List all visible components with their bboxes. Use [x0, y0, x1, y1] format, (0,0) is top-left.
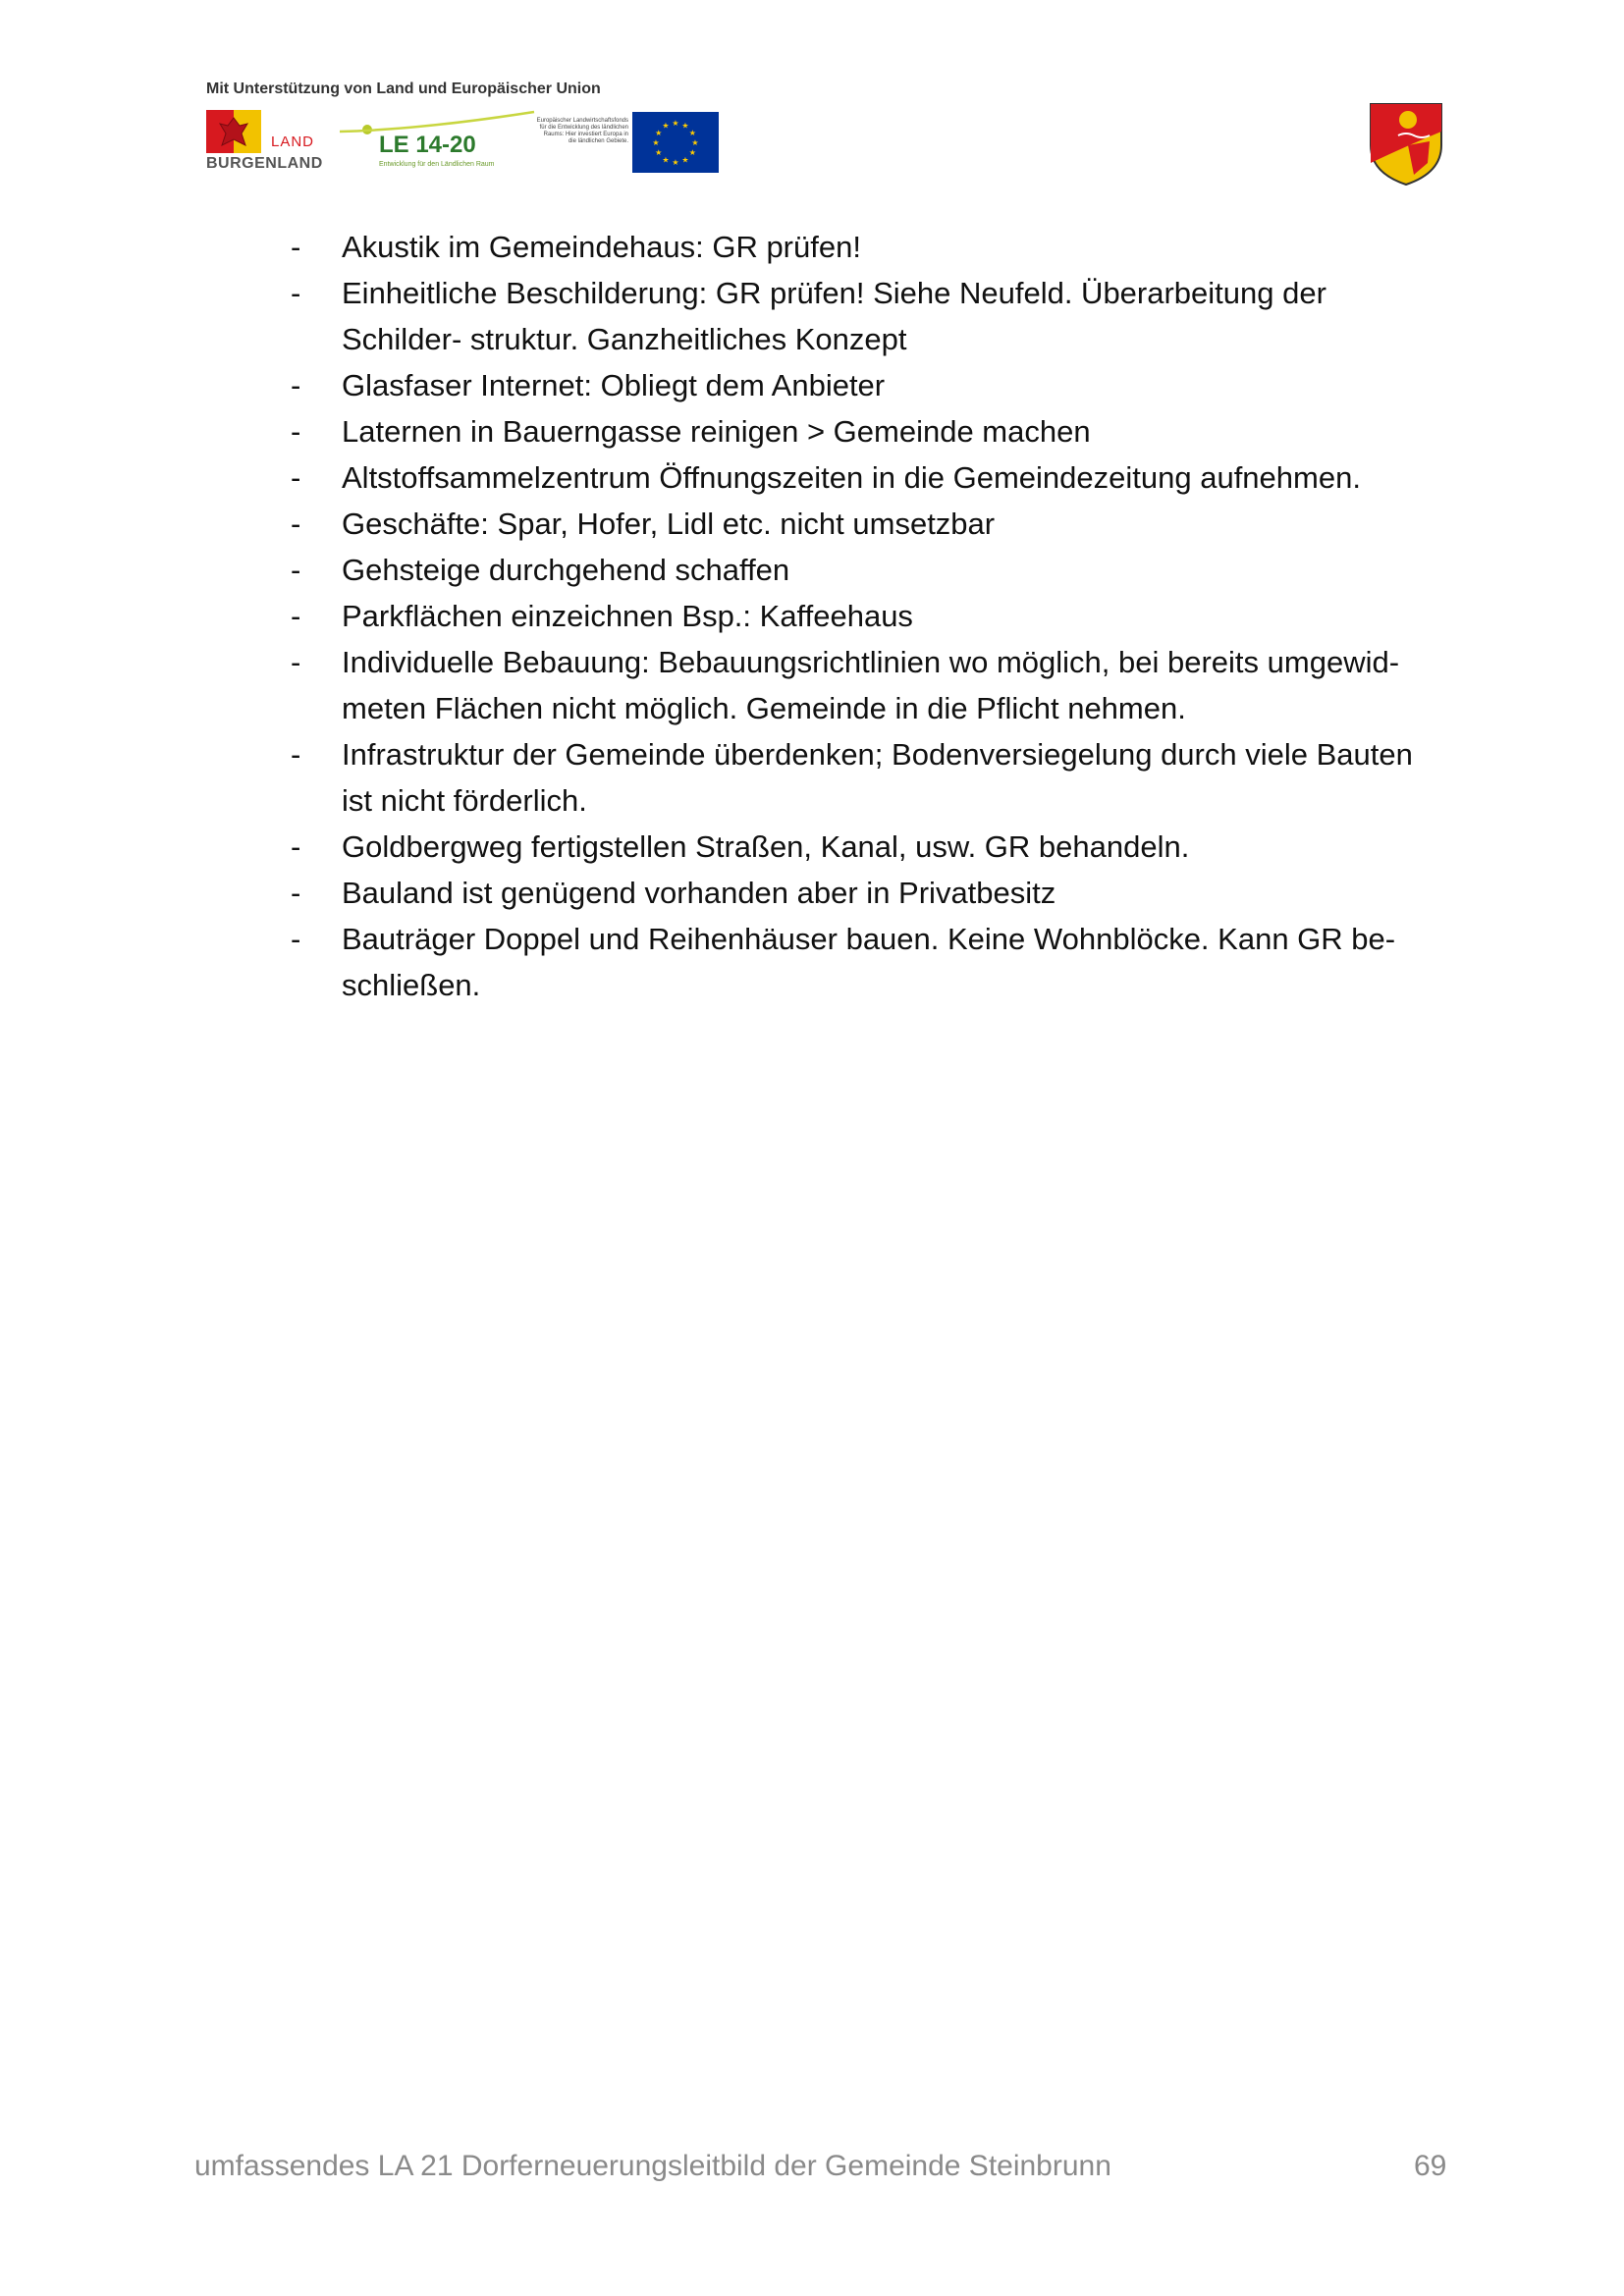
- support-text: Mit Unterstützung von Land und Europäischer Union: [206, 80, 601, 97]
- burgenland-land-label: LAND: [271, 133, 315, 150]
- funding-logos: [206, 106, 717, 177]
- list-item: [291, 593, 1449, 639]
- eu-flag-icon: [632, 112, 719, 173]
- eu-logo: [534, 112, 721, 173]
- list-item: [291, 639, 1449, 731]
- eu-star-icon: ★: [688, 148, 696, 157]
- eu-star-icon: ★: [655, 129, 663, 137]
- bullet-dash: -: [291, 829, 301, 864]
- list-item-text: Goldbergweg fertigstellen Straßen, Kanal, usw. GR behandeln.: [342, 829, 1190, 864]
- eu-star-icon: ★: [662, 121, 670, 131]
- bullet-dash: -: [291, 553, 301, 587]
- municipality-crest-icon: [1369, 102, 1443, 187]
- list-item-text: Infrastruktur der Gemeinde überdenken; Bodenversiegelung durch viele Bauten ist nicht förderlich.: [342, 737, 1413, 818]
- eu-star-icon: ★: [681, 121, 689, 131]
- le-logo: [332, 106, 538, 177]
- bullet-dash: -: [291, 460, 301, 495]
- eu-star-icon: ★: [691, 138, 699, 147]
- bullet-dash: -: [291, 230, 301, 264]
- eu-star-icon: ★: [672, 119, 679, 128]
- le-logo-text: LE 14-20: [379, 132, 476, 158]
- bullet-dash: -: [291, 645, 301, 679]
- list-item-text: Geschäfte: Spar, Hofer, Lidl etc. nicht umsetzbar: [342, 507, 996, 541]
- list-item: [291, 270, 1449, 362]
- bullet-dash: -: [291, 368, 301, 402]
- list-item-text: Gehsteige durchgehend schaffen: [342, 553, 790, 587]
- list-item: [291, 916, 1449, 1008]
- list-item-text: Individuelle Bebauung: Bebauungsrichtlinien wo möglich, bei bereits umgewid- meten Flächen nicht möglich. Gemeinde in die Pflicht nehmen.: [342, 645, 1400, 725]
- bullet-dash: -: [291, 414, 301, 449]
- eu-star-icon: ★: [688, 129, 696, 137]
- list-item: [291, 824, 1449, 870]
- eu-star-icon: ★: [672, 158, 679, 167]
- page-number: 69: [1414, 2150, 1447, 2182]
- bullet-dash: -: [291, 276, 301, 310]
- list-item-text: Glasfaser Internet: Obliegt dem Anbieter: [342, 368, 886, 402]
- list-item-text: Bauland ist genügend vorhanden aber in Privatbesitz: [342, 876, 1056, 910]
- list-item: [291, 454, 1449, 501]
- list-item: [291, 870, 1449, 916]
- eu-logo-text: Europäischer Landwirtschaftsfonds für die Entwicklung des ländlichen Raums: Hier investiert Europa in die ländlichen Gebiete.: [536, 118, 628, 144]
- eu-star-icon: ★: [655, 148, 663, 157]
- bullet-dash: -: [291, 737, 301, 772]
- list-item-text: Einheitliche Beschilderung: GR prüfen! Siehe Neufeld. Überarbeitung der Schilder- struktur. Ganzheitliches Konzept: [342, 276, 1326, 356]
- minutes-list: [291, 224, 1449, 1008]
- list-item: [291, 547, 1449, 593]
- eu-star-icon: ★: [662, 155, 670, 165]
- bullet-dash: -: [291, 876, 301, 910]
- list-item-text: Bauträger Doppel und Reihenhäuser bauen. Keine Wohnblöcke. Kann GR be- schließen.: [342, 922, 1396, 1002]
- bullet-dash: -: [291, 507, 301, 541]
- bullet-dash: -: [291, 599, 301, 633]
- list-item: [291, 224, 1449, 270]
- list-item: [291, 362, 1449, 408]
- eu-star-icon: ★: [681, 155, 689, 165]
- list-item-text: Laternen in Bauerngasse reinigen > Gemeinde machen: [342, 414, 1091, 449]
- eu-star-icon: ★: [652, 138, 660, 147]
- list-item-text: Parkflächen einzeichnen Bsp.: Kaffeehaus: [342, 599, 913, 633]
- burgenland-logo: [206, 110, 324, 175]
- list-item: [291, 501, 1449, 547]
- le-logo-subtext: Entwicklung für den Ländlichen Raum: [379, 161, 495, 168]
- list-item: [291, 731, 1449, 824]
- list-item-text: Altstoffsammelzentrum Öffnungszeiten in die Gemeindezeitung aufnehmen.: [342, 460, 1361, 495]
- list-item-text: Akustik im Gemeindehaus: GR prüfen!: [342, 230, 861, 264]
- bullet-dash: -: [291, 922, 301, 956]
- footer-title: umfassendes LA 21 Dorferneuerungsleitbild der Gemeinde Steinbrunn: [194, 2150, 1111, 2182]
- list-item: [291, 408, 1449, 454]
- burgenland-flag-icon: [206, 110, 261, 153]
- burgenland-name-label: BURGENLAND: [206, 155, 323, 172]
